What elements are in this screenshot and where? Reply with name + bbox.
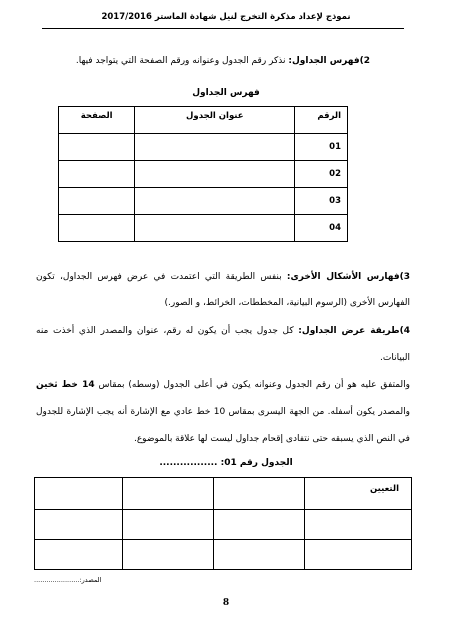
example-cell [305,510,412,540]
row-title-cell [135,188,295,215]
table-row [59,188,348,215]
row-page-cell [59,161,135,188]
row-title-cell [135,215,295,242]
section-2-label: 2)فهرس الجداول: [288,56,370,66]
source-note: المصدر:...................... [34,576,102,584]
row-number: 03 [295,188,348,215]
section-4-line-1 [36,324,410,338]
row-number: 04 [295,215,348,242]
section-2-paragraph [40,54,370,68]
section-3-text: بنفس الطريقة التي اعتمدت في عرض فهرس الجداول، تكون [36,272,287,282]
section-3-line-1 [36,270,410,284]
table-index-title: فهرس الجداول [192,88,260,98]
row-number: 02 [295,161,348,188]
table-row [35,540,412,570]
section-4-label: 4)طريقة عرض الجداول: [298,326,410,336]
table-row [59,134,348,161]
table-header-row [59,107,348,134]
example-cell [213,478,304,510]
section-3-label: 3)فهارس الأشكال الأخرى: [286,272,410,282]
example-cell [213,540,304,570]
section-4-line-5: في النص الذي يسبقه حتى نتفادى إقحام جداول ليست لها علاقة بالموضوع. [133,434,410,444]
section-4-line-3 [36,378,410,392]
row-title-cell [135,134,295,161]
section-3-line-2: الفهارس الأخرى (الرسوم البيانية، المخططات، الخرائط، و الصور.) [164,298,410,308]
section-4-line-3-text: والمتفق عليه هو أن رقم الجدول وعنوانه يكون في أعلى الجدول (وسطه) بمقاس [94,380,410,390]
section-4-line-4: والمصدر يكون أسفله. من الجهة اليسرى بمقاس 10 خط عادي مع الإشارة أنه يجب الإشارة للجدول [36,407,410,417]
section-4-bold-size: 14 خط ثخين [36,380,95,390]
header-title: عنوان الجدول [135,107,295,134]
example-cell [122,510,213,540]
example-cell [35,540,123,570]
table-of-tables [58,106,348,242]
example-table-title: الجدول رقم 01: ................. [159,458,293,468]
table-row [59,161,348,188]
row-page-cell [59,215,135,242]
row-number: 01 [295,134,348,161]
row-page-cell [59,188,135,215]
row-title-cell [135,161,295,188]
table-row [35,510,412,540]
example-header-row [35,478,412,510]
example-cell [35,478,123,510]
example-cell [122,540,213,570]
header-page: الصفحة [59,107,135,134]
table-row [59,215,348,242]
example-cell [213,510,304,540]
row-page-cell [59,134,135,161]
example-cell [305,540,412,570]
header-number: الرقم [295,107,348,134]
example-cell [35,510,123,540]
section-4-line-2: البيانات. [380,353,410,363]
example-cell [122,478,213,510]
section-2-text: نذكر رقم الجدول وعنوانه ورقم الصفحة التي يتواجد فيها. [75,56,289,66]
section-4-text: كل جدول يجب أن يكون له رقم، عنوان والمصدر الذي أخذت منه [36,326,299,336]
page-header: نموذج لإعداد مذكرة التخرج لنيل شهادة الماستر 2017/2016 [101,12,351,22]
page-number: 8 [222,598,230,608]
example-header-cell: التعيين [305,478,412,510]
header-divider [42,28,404,29]
example-table [34,477,412,570]
